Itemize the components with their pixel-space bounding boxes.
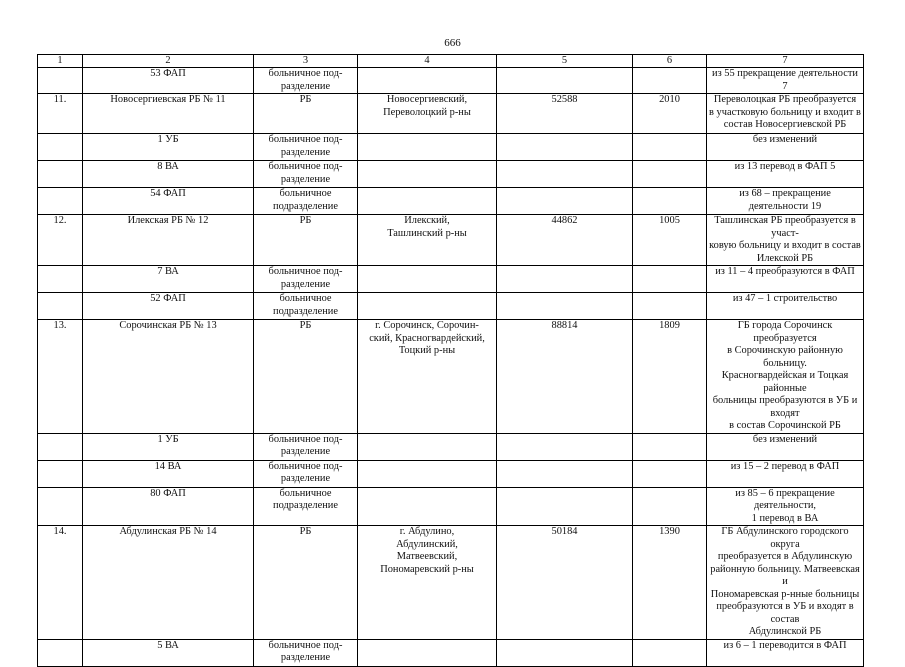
facility-type: РБ	[254, 526, 358, 640]
population	[497, 639, 633, 666]
row-number	[38, 433, 83, 460]
row-number: 14.	[38, 526, 83, 640]
facility-type: больничное под- разделение	[254, 266, 358, 293]
indicator-value	[633, 293, 707, 320]
reorganization-note: из 13 перевод в ФАП 5	[707, 161, 864, 188]
service-area	[358, 433, 497, 460]
column-number: 5	[497, 55, 633, 68]
population	[497, 433, 633, 460]
population	[497, 487, 633, 526]
population	[497, 266, 633, 293]
table-row	[38, 215, 864, 266]
indicator-value	[633, 639, 707, 666]
column-number: 6	[633, 55, 707, 68]
population	[497, 293, 633, 320]
population	[497, 161, 633, 188]
service-area	[358, 293, 497, 320]
table-row	[38, 266, 864, 293]
population: 88814	[497, 320, 633, 434]
service-area	[358, 134, 497, 161]
reorganization-note: из 68 – прекращение деятельности 19	[707, 188, 864, 215]
column-number: 1	[38, 55, 83, 68]
row-number	[38, 460, 83, 487]
facility-name: Сорочинская РБ № 13	[83, 320, 254, 434]
reorganization-note: из 6 – 1 переводится в ФАП	[707, 639, 864, 666]
reorganization-note: из 11 – 4 преобразуются в ФАП	[707, 266, 864, 293]
table-row	[38, 433, 864, 460]
indicator-value: 1809	[633, 320, 707, 434]
facility-type: больничное под- разделение	[254, 161, 358, 188]
facility-name: 1 УБ	[83, 433, 254, 460]
facility-type: РБ	[254, 94, 358, 134]
population: 52588	[497, 94, 633, 134]
facility-type: РБ	[254, 320, 358, 434]
table-row	[38, 293, 864, 320]
facility-type: больничное под- разделение	[254, 433, 358, 460]
service-area	[358, 639, 497, 666]
service-area	[358, 460, 497, 487]
row-number	[38, 68, 83, 94]
column-number: 3	[254, 55, 358, 68]
indicator-value	[633, 188, 707, 215]
indicator-value: 1005	[633, 215, 707, 266]
indicator-value	[633, 68, 707, 94]
row-number: 12.	[38, 215, 83, 266]
facility-name: 14 ВА	[83, 460, 254, 487]
row-number	[38, 487, 83, 526]
facility-name: Новосергиевская РБ № 11	[83, 94, 254, 134]
row-number	[38, 266, 83, 293]
indicator-value	[633, 433, 707, 460]
row-number	[38, 134, 83, 161]
facility-name: 8 ВА	[83, 161, 254, 188]
table-row	[38, 487, 864, 526]
row-number	[38, 161, 83, 188]
population	[497, 134, 633, 161]
population: 50184	[497, 526, 633, 640]
row-number: 11.	[38, 94, 83, 134]
row-number	[38, 639, 83, 666]
population	[497, 188, 633, 215]
reorganization-note: из 47 – 1 строительство	[707, 293, 864, 320]
table-row	[38, 161, 864, 188]
indicator-value	[633, 460, 707, 487]
facility-type: больничное подразделение	[254, 293, 358, 320]
service-area	[358, 266, 497, 293]
table-row	[38, 188, 864, 215]
population	[497, 460, 633, 487]
reorganization-note: ГБ города Сорочинск преобразуется в Сорочинскую районную больницу. Красногвардейская и Тоцкая районные больницы преобразуются в УБ и входят в состав Сорочинской РБ	[707, 320, 864, 434]
facility-name: 1 УБ	[83, 134, 254, 161]
facility-type: больничное под- разделение	[254, 639, 358, 666]
row-number	[38, 293, 83, 320]
indicator-value	[633, 266, 707, 293]
facility-name: Илекская РБ № 12	[83, 215, 254, 266]
facility-name: 52 ФАП	[83, 293, 254, 320]
reorganization-note: Ташлинская РБ преобразуется в участ- ковую больницу и входит в состав Илекской РБ	[707, 215, 864, 266]
service-area: г. Сорочинск, Сорочин- ский, Красногвардейский, Тоцкий р-ны	[358, 320, 497, 434]
table-row	[38, 68, 864, 94]
facility-type: РБ	[254, 215, 358, 266]
table-row	[38, 94, 864, 134]
reorganization-note: без изменений	[707, 433, 864, 460]
reorganization-note: из 55 прекращение деятельности 7	[707, 68, 864, 94]
column-number: 7	[707, 55, 864, 68]
reorganization-note: Переволоцкая РБ преобразуется в участковую больницу и входит в состав Новосергиевской РБ	[707, 94, 864, 134]
facility-type: больничное подразделение	[254, 487, 358, 526]
service-area: Новосергиевский, Переволоцкий р-ны	[358, 94, 497, 134]
table-row	[38, 134, 864, 161]
table-row	[38, 460, 864, 487]
service-area	[358, 487, 497, 526]
facility-name: 54 ФАП	[83, 188, 254, 215]
indicator-value	[633, 487, 707, 526]
facility-name: 7 ВА	[83, 266, 254, 293]
population: 44862	[497, 215, 633, 266]
facility-name: 5 ВА	[83, 639, 254, 666]
indicator-value	[633, 134, 707, 161]
service-area: г. Абдулино, Абдулинский, Матвеевский, Пономаревский р-ны	[358, 526, 497, 640]
column-number: 4	[358, 55, 497, 68]
population	[497, 68, 633, 94]
indicator-value: 2010	[633, 94, 707, 134]
hospital-registry-table	[37, 54, 864, 667]
row-number	[38, 188, 83, 215]
facility-type: больничное под- разделение	[254, 68, 358, 94]
row-number: 13.	[38, 320, 83, 434]
facility-name: Абдулинская РБ № 14	[83, 526, 254, 640]
reorganization-note: из 85 – 6 прекращение деятельности, 1 перевод в ВА	[707, 487, 864, 526]
facility-type: больничное под- разделение	[254, 460, 358, 487]
reorganization-note: ГБ Абдулинского городского округа преобразуется в Абдулинскую районную больницу. Матвеевская и Пономаревская р-нные больницы преобразуются в УБ и входят в состав Абдулинской РБ	[707, 526, 864, 640]
service-area	[358, 161, 497, 188]
facility-name: 80 ФАП	[83, 487, 254, 526]
reorganization-note: из 15 – 2 перевод в ФАП	[707, 460, 864, 487]
table-row	[38, 320, 864, 434]
service-area	[358, 68, 497, 94]
facility-type: больничное подразделение	[254, 188, 358, 215]
service-area: Илекский, Ташлинский р-ны	[358, 215, 497, 266]
facility-type: больничное под- разделение	[254, 134, 358, 161]
reorganization-note: без изменений	[707, 134, 864, 161]
service-area	[358, 188, 497, 215]
column-number: 2	[83, 55, 254, 68]
page-number: 666	[444, 37, 461, 49]
indicator-value	[633, 161, 707, 188]
table-row	[38, 639, 864, 666]
column-number-row	[38, 55, 864, 68]
indicator-value: 1390	[633, 526, 707, 640]
table-row	[38, 526, 864, 640]
facility-name: 53 ФАП	[83, 68, 254, 94]
